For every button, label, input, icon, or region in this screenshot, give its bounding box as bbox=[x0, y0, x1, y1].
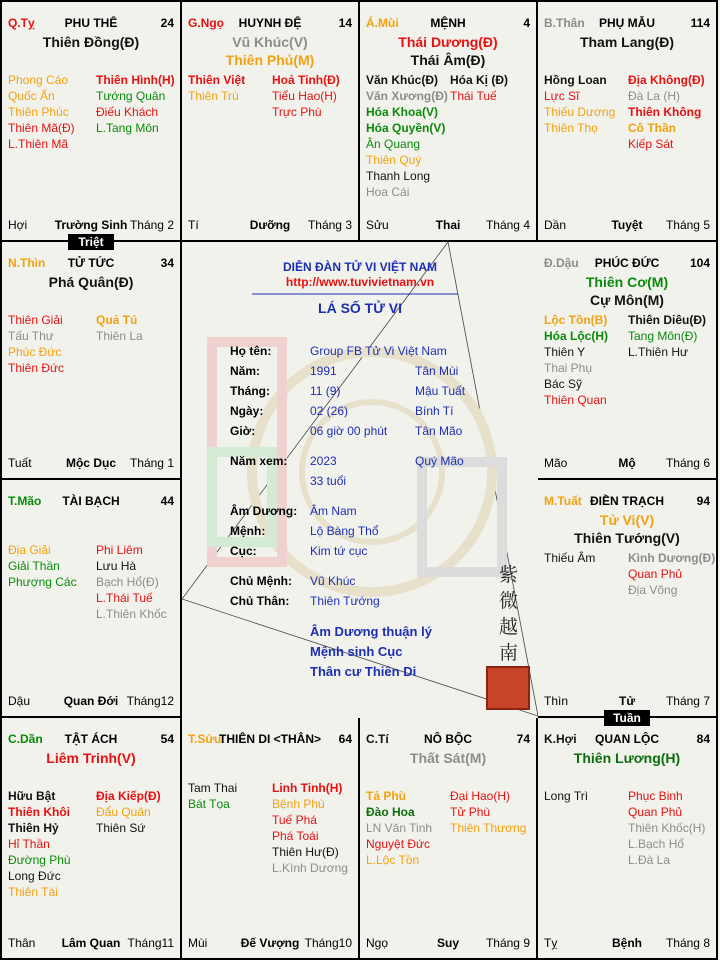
star-item: Thiên La bbox=[96, 329, 143, 343]
trang-sinh-label: Trường Sinh bbox=[54, 218, 128, 232]
palace-number: 84 bbox=[696, 732, 710, 746]
star-item: Lưu Hà bbox=[96, 559, 137, 573]
star-item: Địa Không(Đ) bbox=[628, 73, 705, 87]
palace-footer bbox=[544, 936, 710, 950]
secondary-stars-right bbox=[628, 550, 715, 598]
palace-header bbox=[544, 256, 710, 272]
palace-cell-hoi[interactable] bbox=[538, 718, 718, 960]
star-item: Địa Giải bbox=[8, 543, 51, 557]
palace-footer bbox=[188, 218, 352, 232]
palace-footer bbox=[544, 456, 710, 470]
palace-cell-suu[interactable] bbox=[182, 718, 360, 960]
star-item: Thai Phụ bbox=[544, 361, 593, 375]
star-item: Quan Phủ bbox=[628, 805, 683, 819]
star-item: Thiên Khôi bbox=[8, 805, 70, 819]
star-item: L.Thiên Hư bbox=[628, 345, 689, 359]
palace-number: 104 bbox=[689, 256, 710, 270]
month-label: Tháng11 bbox=[127, 936, 174, 950]
secondary-stars-left bbox=[544, 550, 595, 566]
main-star: Liêm Trinh(V) bbox=[46, 750, 136, 766]
star-item: Văn Khúc(Đ) bbox=[366, 73, 438, 87]
star-item: Quan Phủ bbox=[628, 567, 683, 581]
info-label: Ngày: bbox=[230, 404, 264, 418]
chart-title: LÁ SỐ TỬ VI bbox=[318, 300, 402, 316]
secondary-stars-left bbox=[544, 312, 608, 408]
star-item: Phượng Các bbox=[8, 575, 77, 589]
star-item: Điếu Khách bbox=[96, 105, 159, 119]
info-label: Năm xem: bbox=[230, 454, 288, 468]
can-chi-label: M.Tuất bbox=[544, 494, 582, 508]
star-item: Long Trì bbox=[544, 789, 589, 803]
star-item: Đại Hao(H) bbox=[450, 789, 511, 803]
palace-name: TỬ TỨC bbox=[67, 256, 115, 270]
seal-character: 南 bbox=[499, 642, 519, 664]
info-label: Năm: bbox=[230, 364, 261, 378]
palace-name: TẬT ÁCH bbox=[64, 732, 118, 746]
star-item: Đường Phù bbox=[8, 853, 71, 867]
star-item: Phong Cáo bbox=[8, 73, 69, 87]
star-item: Hóa Lộc(H) bbox=[544, 329, 608, 343]
info-label: Mệnh: bbox=[230, 524, 266, 538]
secondary-stars-left bbox=[8, 312, 64, 376]
star-item: Hóa Quyền(V) bbox=[366, 121, 446, 135]
red-seal-stamp bbox=[486, 666, 530, 710]
star-item: Thiên Mã(Đ) bbox=[8, 121, 75, 135]
info-value: Lộ Bàng Thổ bbox=[310, 524, 379, 538]
palace-header bbox=[8, 16, 174, 32]
star-item: Đẩu Quân bbox=[96, 805, 151, 819]
palace-header bbox=[188, 732, 352, 748]
info-label: Chủ Thân: bbox=[230, 594, 290, 608]
palace-number: 14 bbox=[338, 16, 352, 30]
trang-sinh-label: Dưỡng bbox=[249, 218, 291, 232]
info-label: Cục: bbox=[230, 544, 257, 558]
life-branch: Sửu bbox=[366, 218, 389, 232]
trang-sinh-label: Quan Đới bbox=[63, 694, 119, 708]
life-branch: Dần bbox=[544, 218, 567, 232]
star-item: Thiên Sứ bbox=[96, 821, 146, 835]
palace-cell-ti[interactable] bbox=[360, 718, 538, 960]
secondary-stars-left bbox=[8, 72, 75, 152]
main-star: Thiên Lương(H) bbox=[573, 750, 681, 766]
star-item: Tuế Phá bbox=[272, 813, 317, 827]
star-item: Thiên Thương bbox=[450, 821, 527, 835]
palace-name: QUAN LỘC bbox=[595, 732, 659, 746]
star-item: Văn Xương(Đ) bbox=[366, 89, 448, 103]
star-item: Hữu Bật bbox=[8, 789, 56, 803]
secondary-stars-right bbox=[96, 312, 143, 344]
info-value: 11 (9) bbox=[310, 384, 341, 398]
life-branch: Mùi bbox=[188, 936, 208, 950]
star-item: Phúc Đức bbox=[8, 345, 62, 359]
palace-name: PHỤ MẪU bbox=[599, 16, 655, 30]
palace-header bbox=[544, 16, 710, 32]
info-value-2: Tân Mão bbox=[415, 424, 463, 438]
palace-footer bbox=[8, 936, 174, 950]
palace-number: 54 bbox=[160, 732, 174, 746]
info-value: Âm Nam bbox=[310, 504, 357, 518]
palace-name: NÔ BỘC bbox=[424, 732, 472, 746]
secondary-stars-right bbox=[628, 72, 705, 152]
star-item: L.Bạch Hổ bbox=[628, 837, 685, 851]
star-item: Thái Tuế bbox=[450, 89, 497, 103]
star-item: Tang Môn(Đ) bbox=[628, 329, 698, 343]
month-label: Tháng 9 bbox=[485, 936, 530, 950]
info-label: Âm Dương: bbox=[230, 504, 298, 518]
star-item: L.Đà La bbox=[628, 853, 671, 867]
info-label: Tháng: bbox=[230, 384, 270, 398]
can-chi-label: G.Ngọ bbox=[188, 16, 224, 30]
star-item: Nguyệt Đức bbox=[366, 837, 431, 851]
palace-header bbox=[366, 16, 530, 32]
triet-marker: Triệt bbox=[68, 234, 114, 250]
main-star: Thái Dương(Đ) bbox=[398, 34, 498, 50]
star-item: Thiên Tài bbox=[8, 885, 58, 899]
secondary-stars-left bbox=[544, 72, 615, 136]
secondary-stars-right bbox=[96, 72, 175, 136]
palace-cell-dau[interactable] bbox=[538, 242, 718, 480]
palace-footer bbox=[544, 694, 710, 708]
star-item: Đà La (H) bbox=[628, 89, 681, 103]
can-chi-label: C.Dần bbox=[8, 732, 43, 746]
secondary-stars-right bbox=[272, 72, 340, 120]
star-item: Phục Binh bbox=[628, 789, 683, 803]
month-label: Tháng 7 bbox=[665, 694, 710, 708]
star-item: Địa Kiếp(Đ) bbox=[96, 789, 161, 803]
star-item: Tấu Thư bbox=[8, 329, 54, 343]
star-item: Hoả Tinh(Đ) bbox=[272, 73, 340, 87]
main-star: Cự Môn(M) bbox=[590, 292, 664, 308]
star-item: Bác Sỹ bbox=[544, 377, 583, 391]
info-value: 33 tuổi bbox=[310, 474, 347, 488]
can-chi-label: Q.Tỵ bbox=[8, 16, 35, 30]
palace-header bbox=[8, 494, 174, 510]
secondary-stars-left bbox=[8, 788, 71, 900]
star-item: Tử Phù bbox=[450, 805, 491, 819]
trang-sinh-label: Mộ bbox=[618, 456, 636, 470]
life-branch: Thân bbox=[8, 936, 36, 950]
palace-footer bbox=[8, 218, 174, 232]
can-chi-label: N.Thìn bbox=[8, 256, 46, 270]
can-chi-label: C.Tí bbox=[366, 732, 389, 746]
secondary-stars-right bbox=[450, 788, 526, 836]
info-value: 06 giờ 00 phút bbox=[310, 424, 388, 438]
secondary-stars-left bbox=[188, 780, 237, 812]
info-value-2: Quý Mão bbox=[415, 454, 464, 468]
life-branch: Tuất bbox=[8, 456, 32, 470]
star-item: Địa Võng bbox=[628, 583, 678, 597]
center-info-panel bbox=[182, 242, 538, 718]
palace-cell-than[interactable] bbox=[538, 0, 718, 242]
info-value: Kim tứ cục bbox=[310, 544, 368, 558]
star-item: Hóa Khoa(V) bbox=[366, 105, 438, 119]
star-item: Lộc Tồn(B) bbox=[544, 313, 608, 327]
secondary-stars-left bbox=[366, 72, 448, 200]
info-value-2: Bính Tí bbox=[415, 404, 454, 418]
life-branch: Mão bbox=[544, 456, 568, 470]
palace-number: 34 bbox=[160, 256, 174, 270]
life-branch: Tí bbox=[188, 218, 199, 232]
palace-cell-mao[interactable] bbox=[0, 480, 182, 718]
trang-sinh-label: Suy bbox=[436, 936, 459, 950]
seal-character: 紫 bbox=[499, 564, 519, 586]
main-star: Phá Quân(Đ) bbox=[48, 274, 134, 290]
seal-character: 越 bbox=[499, 616, 519, 638]
palace-number: 44 bbox=[160, 494, 174, 508]
palace-cell-ngo[interactable] bbox=[182, 0, 360, 242]
life-branch: Ngọ bbox=[366, 936, 389, 950]
main-star: Thiên Đồng(Đ) bbox=[42, 34, 140, 50]
summary-note: Mệnh sinh Cục bbox=[310, 644, 403, 659]
star-item: Bệnh Phù bbox=[272, 797, 325, 811]
star-item: L.Lộc Tồn bbox=[366, 853, 420, 867]
life-branch: Thìn bbox=[544, 694, 569, 708]
palace-header bbox=[544, 494, 710, 510]
palace-number: 94 bbox=[696, 494, 710, 508]
star-item: Thiên Thọ bbox=[544, 121, 598, 135]
star-item: Cô Thần bbox=[628, 121, 676, 135]
star-item: Thiên Diêu(Đ) bbox=[628, 313, 706, 327]
can-chi-label: T.Mão bbox=[8, 494, 42, 508]
main-star: Tham Lang(Đ) bbox=[579, 34, 675, 50]
can-chi-label: Á.Mùi bbox=[366, 16, 399, 30]
info-label: Họ tên: bbox=[230, 344, 272, 358]
summary-note: Âm Dương thuận lý bbox=[310, 624, 432, 639]
star-item: Hóa Kị (Đ) bbox=[450, 73, 508, 87]
info-value-2: Mậu Tuất bbox=[415, 384, 466, 398]
palace-footer bbox=[366, 936, 530, 950]
star-item: Tiểu Hao(H) bbox=[272, 89, 337, 103]
trang-sinh-label: Lâm Quan bbox=[61, 936, 121, 950]
star-item: Quốc Ấn bbox=[8, 89, 55, 103]
info-value: 02 (26) bbox=[310, 404, 349, 418]
month-label: Tháng 5 bbox=[665, 218, 710, 232]
palace-number: 74 bbox=[516, 732, 530, 746]
star-item: Hoa Cái bbox=[366, 185, 410, 199]
trang-sinh-label: Tử bbox=[618, 694, 636, 708]
star-item: Giải Thần bbox=[8, 559, 60, 573]
trang-sinh-label: Thai bbox=[435, 218, 461, 232]
star-item: Quả Tú bbox=[96, 313, 138, 327]
info-value: Thiên Tướng bbox=[310, 594, 380, 608]
summary-note: Thân cư Thiên Di bbox=[310, 664, 417, 679]
forum-url[interactable]: http://www.tuvivietnam.vn bbox=[285, 275, 435, 289]
star-item: Thiên Quan bbox=[544, 393, 607, 407]
star-item: Thiên Hỷ bbox=[8, 821, 59, 835]
star-item: Lực Sĩ bbox=[544, 89, 580, 103]
star-item: Linh Tinh(H) bbox=[272, 781, 343, 795]
info-value-2: Tân Mùi bbox=[415, 364, 459, 378]
star-item: Thiên Khốc(H) bbox=[628, 821, 706, 835]
secondary-stars-left bbox=[8, 542, 77, 590]
star-item: Phá Toái bbox=[272, 829, 319, 843]
secondary-stars-right bbox=[96, 542, 167, 622]
palace-name: PHÚC ĐỨC bbox=[594, 256, 660, 270]
secondary-stars-right bbox=[272, 780, 348, 876]
month-label: Tháng 2 bbox=[129, 218, 174, 232]
info-value: Group FB Tử Vi Việt Nam bbox=[310, 344, 447, 358]
info-value: 1991 bbox=[310, 364, 337, 378]
palace-footer bbox=[8, 456, 174, 470]
star-item: Thiên Không bbox=[628, 105, 702, 119]
secondary-stars-right bbox=[628, 312, 706, 360]
star-item: Trực Phù bbox=[272, 105, 322, 119]
palace-footer bbox=[544, 218, 710, 232]
palace-cell-tuat[interactable] bbox=[538, 480, 718, 718]
can-chi-label: T.Sửu bbox=[188, 732, 222, 746]
star-item: Tam Thai bbox=[188, 781, 238, 795]
secondary-stars-right bbox=[628, 788, 705, 868]
palace-footer bbox=[366, 218, 530, 232]
palace-header bbox=[8, 256, 174, 272]
star-item: Thiên Hư(Đ) bbox=[272, 845, 339, 859]
palace-name: PHU THÊ bbox=[64, 16, 118, 30]
star-item: Thiên Quý bbox=[366, 153, 422, 167]
trang-sinh-label: Tuyệt bbox=[611, 218, 643, 232]
star-item: Phi Liêm bbox=[96, 543, 143, 557]
palace-number: 24 bbox=[160, 16, 174, 30]
star-item: Thiên Trù bbox=[188, 89, 239, 103]
month-label: Tháng 6 bbox=[665, 456, 710, 470]
seal-character: 微 bbox=[499, 590, 519, 612]
forum-header: DIỄN ĐÀN TỬ VI VIỆT NAM bbox=[283, 260, 437, 274]
star-item: Đào Hoa bbox=[366, 805, 415, 819]
month-label: Tháng 1 bbox=[129, 456, 174, 470]
palace-cell-dan[interactable] bbox=[0, 718, 182, 960]
palace-number: 4 bbox=[523, 16, 530, 30]
info-value: 2023 bbox=[310, 454, 337, 468]
palace-cell-mui[interactable] bbox=[360, 0, 538, 242]
star-item: Thiên Hình(H) bbox=[96, 73, 175, 87]
month-label: Tháng10 bbox=[304, 936, 352, 950]
can-chi-label: K.Hợi bbox=[544, 732, 577, 746]
life-branch: Tỵ bbox=[544, 936, 558, 950]
star-item: Kình Dương(Đ) bbox=[628, 551, 716, 565]
can-chi-label: Đ.Dậu bbox=[544, 256, 579, 270]
secondary-stars-left bbox=[188, 72, 245, 104]
star-item: Long Đức bbox=[8, 869, 61, 883]
trang-sinh-label: Đế Vượng bbox=[240, 936, 300, 950]
star-item: Thiên Giải bbox=[8, 313, 63, 327]
trang-sinh-label: Mộc Dục bbox=[65, 456, 116, 470]
palace-name: HUYNH ĐỆ bbox=[238, 16, 302, 30]
palace-number: 114 bbox=[690, 16, 710, 30]
main-star: Thiên Phủ(M) bbox=[225, 52, 315, 68]
palace-header bbox=[188, 16, 352, 32]
palace-number: 64 bbox=[338, 732, 352, 746]
main-star: Vũ Khúc(V) bbox=[232, 34, 308, 50]
star-item: Thiên Phúc bbox=[8, 105, 69, 119]
palace-footer bbox=[188, 936, 352, 950]
main-star: Tử Vi(V) bbox=[599, 512, 655, 528]
month-label: Tháng12 bbox=[126, 694, 174, 708]
star-item: Thiếu Âm bbox=[544, 551, 596, 565]
star-item: L.Thiên Mã bbox=[8, 137, 69, 151]
info-label: Giờ: bbox=[230, 424, 256, 438]
month-label: Tháng 8 bbox=[665, 936, 710, 950]
star-item: L.Thái Tuế bbox=[96, 591, 153, 605]
secondary-stars-right bbox=[450, 72, 508, 104]
secondary-stars-left bbox=[366, 788, 432, 868]
star-item: Bạch Hổ(Đ) bbox=[96, 575, 159, 589]
life-branch: Hợi bbox=[8, 218, 28, 232]
star-item: L.Thiên Khốc bbox=[96, 607, 167, 621]
palace-name: THIÊN DI <THÂN> bbox=[218, 732, 321, 746]
star-item: Thiên Y bbox=[544, 345, 586, 359]
info-value: Vũ Khúc bbox=[310, 574, 356, 588]
star-item: Thiếu Dương bbox=[544, 105, 616, 119]
star-item: Tướng Quân bbox=[96, 89, 166, 103]
life-branch: Dậu bbox=[8, 694, 31, 708]
star-item: Hỉ Thần bbox=[8, 837, 50, 851]
palace-header bbox=[366, 732, 530, 748]
palace-name: ĐIỀN TRẠCH bbox=[590, 494, 664, 508]
main-star: Thái Âm(Đ) bbox=[410, 52, 486, 68]
tuan-marker: Tuần bbox=[604, 710, 650, 726]
info-label: Chủ Mệnh: bbox=[230, 574, 292, 588]
secondary-stars-right bbox=[96, 788, 161, 836]
star-item: Kiếp Sát bbox=[628, 137, 674, 151]
main-star: Thiên Cơ(M) bbox=[585, 274, 669, 290]
month-label: Tháng 3 bbox=[307, 218, 352, 232]
palace-name: MỆNH bbox=[430, 16, 466, 30]
star-item: Thiên Đức bbox=[8, 361, 65, 375]
star-item: Bát Tọa bbox=[188, 797, 230, 811]
star-item: Hồng Loan bbox=[544, 73, 607, 87]
palace-header bbox=[544, 732, 710, 748]
can-chi-label: B.Thân bbox=[544, 16, 585, 30]
palace-footer bbox=[8, 694, 174, 708]
main-star: Thất Sát(M) bbox=[409, 750, 487, 766]
palace-cell-ty[interactable] bbox=[0, 0, 182, 242]
star-item: Tả Phù bbox=[366, 789, 407, 803]
trang-sinh-label: Bệnh bbox=[612, 936, 642, 950]
star-item: Ân Quang bbox=[366, 137, 421, 151]
main-star: Thiên Tướng(V) bbox=[574, 530, 680, 546]
secondary-stars-left bbox=[544, 788, 588, 804]
palace-header bbox=[8, 732, 174, 748]
star-item: LN Văn Tinh bbox=[366, 821, 433, 835]
month-label: Tháng 4 bbox=[485, 218, 530, 232]
star-item: L.Kình Dương bbox=[272, 861, 348, 875]
star-item: Thiên Việt bbox=[188, 73, 246, 87]
star-item: L.Tang Môn bbox=[96, 121, 159, 135]
palace-name: TÀI BẠCH bbox=[62, 494, 120, 508]
star-item: Thanh Long bbox=[366, 169, 431, 183]
palace-cell-thin[interactable] bbox=[0, 242, 182, 480]
